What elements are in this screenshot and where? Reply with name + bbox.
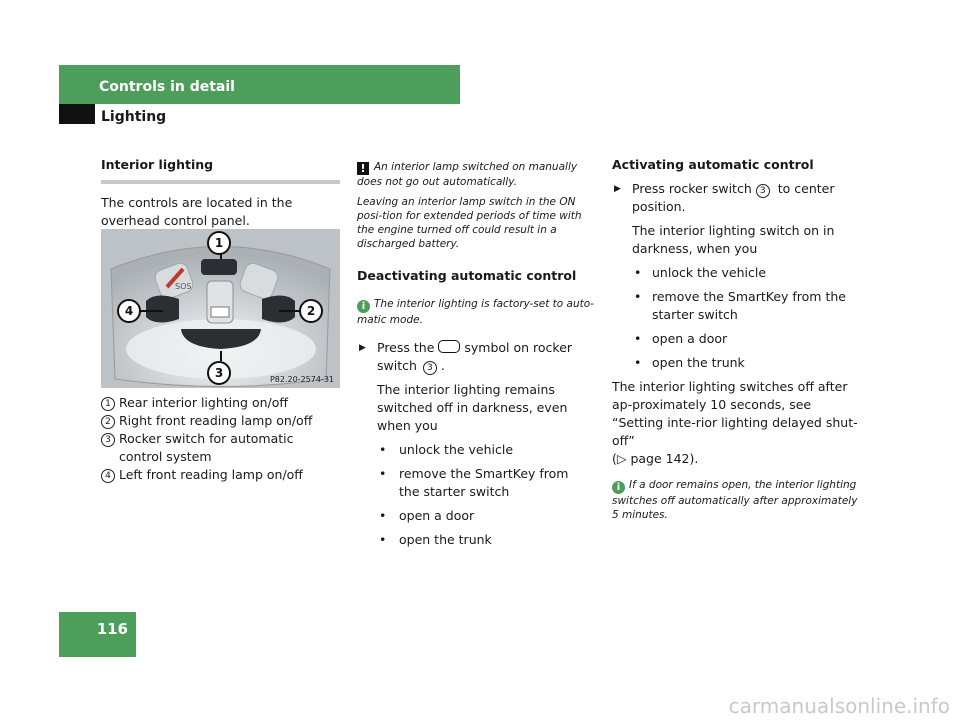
overhead-control-panel-image [101,229,340,388]
chapter-title: Controls in detail [99,79,235,95]
warning-icon: ! [357,162,369,175]
legend-item [101,412,340,430]
column-1 [101,156,340,230]
legend-item [101,430,340,466]
legend [101,394,340,484]
legend-text: Rear interior lighting on/off [119,395,288,410]
watermark: carmanualsonline.info [728,694,950,718]
step-arrow-icon: ▶ [359,343,366,353]
activating-heading: Activating automatic control [612,157,814,172]
legend-text: Rocker switch for automatic control system [119,431,294,464]
callout-1: 1 [207,231,231,255]
deactivate-step: ▶ Press the symbol on rocker switch 3 . [359,340,573,373]
page-reference[interactable]: (▷ page 142). [612,451,699,466]
step-num: 3 [423,361,437,375]
list-item: • open a door [357,507,597,525]
list-item: • open the trunk [357,531,597,549]
legend-number: 3 [101,433,115,447]
step-pre: Press the [377,340,435,355]
step-post: symbol on rocker switch [377,340,573,373]
list-item: • remove the SmartKey from the starter switch [357,465,597,501]
step-pre: Press rocker switch [632,181,752,196]
auto-symbol-icon [438,340,460,353]
page-number-box [59,612,136,657]
legend-number: 4 [101,469,115,483]
intro-text: The controls are located in the overhead control panel. [101,195,293,228]
legend-item [101,394,340,412]
column-3 [612,156,862,522]
interior-lighting-heading: Interior lighting [101,157,214,172]
callout-3: 3 [207,361,231,385]
after-text: The interior lighting switches off after ap-proximately 10 seconds, see “Setting inte-rior lighting delayed shut-off” [612,379,858,448]
warning-text-2: Leaving an interior lamp switch in the ON posi-tion for extended periods of time with the engine turned off could result in a discharged battery. [357,196,582,250]
info-note [612,478,862,522]
section-tab [59,104,95,124]
legend-item [101,466,340,484]
legend-number: 2 [101,415,115,429]
info-icon: i [612,481,625,494]
step-arrow-icon: ▶ [614,184,621,194]
legend-text: Left front reading lamp on/off [119,467,303,482]
callout-4: 4 [117,299,141,323]
legend-text: Right front reading lamp on/off [119,413,313,428]
column-2 [357,160,597,549]
deactivating-heading: Deactivating automatic control [357,268,577,283]
list-item: • remove the SmartKey from the starter switch [612,288,862,324]
info-note [357,297,597,327]
info-icon: i [357,300,370,313]
info-text: The interior lighting is factory-set to auto-matic mode. [357,298,594,326]
info-text: If a door remains open, the interior lighting switches off automatically after approximately 5 minutes. [612,479,858,521]
list-item: • unlock the vehicle [612,264,862,282]
warning-note [357,160,597,189]
list-item: • unlock the vehicle [357,441,597,459]
legend-number: 1 [101,397,115,411]
step-num: 3 [756,184,770,198]
heading-rule [101,180,340,184]
list-item: • open a door [612,330,862,348]
svg-text:SOS: SOS [175,282,192,291]
activate-step [612,180,862,216]
list-item: • open the trunk [612,354,862,372]
deactivate-result: The interior lighting remains switched off in darkness, even when you [377,382,568,433]
image-code: P82.20-2574-31 [269,375,334,384]
page-number: 116 [96,620,128,638]
section-title: Lighting [101,109,167,125]
activate-result: The interior lighting switch on in darkness, when you [632,223,835,256]
warning-text-1: An interior lamp switched on manually does not go out automatically. [357,161,578,188]
callout-2: 2 [299,299,323,323]
chapter-header [59,65,460,104]
step-post: to center position. [632,181,835,214]
